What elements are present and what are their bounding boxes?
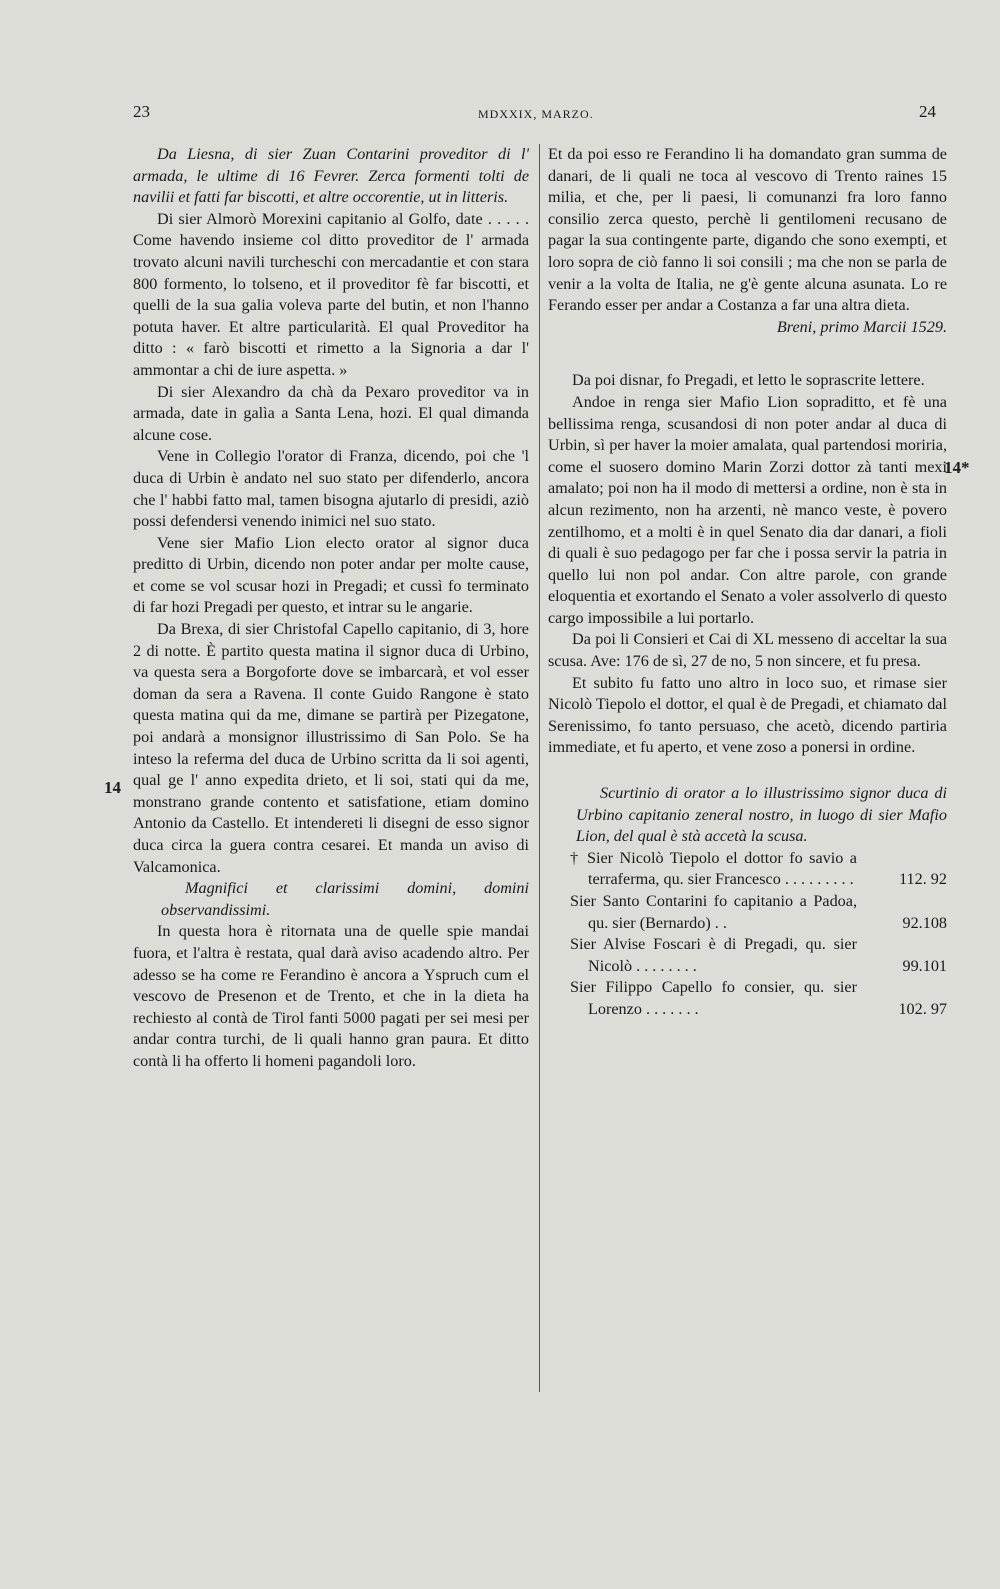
paragraph: Et da poi esso re Ferandino li ha domandato gran summa de danari, de li quali ne toca al vescovo di Trento raines 15 milia, et che, per li paesi, li comunanzi fra loro fanno consilio zerca questo, perchè li gentilomeni recusano de pagar la sua contingente parte, digando che sono exempti, et loro sopra de ciò fanno li soi consili ; ma che non se parla de venir a la volta de Italia, ne g'è gente alcuna asunata. Lo re Ferando esser per andar a Costanza a far una altra dieta.: [548, 145, 947, 315]
vote-row: [548, 977, 947, 1020]
candidate-name: † Sier Nicolò Tiepolo el dottor fo savio a terraferma, qu. sier Francesco . . . . . . . . .: [570, 848, 857, 889]
margin-note-right: 14*: [944, 458, 970, 477]
vote-row: [548, 934, 947, 977]
vote-list: [548, 848, 947, 1021]
paragraph: Da Brexa, di sier Christofal Capello capitanio, di 3, hore 2 di notte. È partito questa matina il signor duca di Urbino, va questa sera a Borgoforte dove se imbarcarà, et vol esser doman da sera a Ravena. Il conte Guido Rangone è stato questa matina qui da me, dimane se partirà per Pizegatone, poi andarà a monsignor illustrissimo di San Polo. Se ha inteso la referma del duca de Urbino scritta da li soi agenti, qual ge l' anno expedita drieto, et li soi, stati qui da me, monstrano grande contento et satisfatione, etiam domino Antonio da Castello. Et intendereti li disegni de esso signor duca circa la guera contra cesarei. Et manda un aviso di Valcamonica.: [133, 620, 529, 876]
vote-count: 102. 97: [898, 999, 947, 1018]
candidate-name: Sier Filippo Capello fo consier, qu. sier Lorenzo . . . . . . .: [570, 978, 857, 1018]
running-header: MDXXIX, MARZO.: [478, 107, 594, 121]
page-number-left: 23: [133, 102, 150, 121]
paragraph: Andoe in renga sier Mafio Lion sopraditto, et fè una bellissima renga, scusandosi di non poter andar al duca di Urbin, sì per haver la moier amalata, qual partendosi moriria, come el suosero domino Marin Zorzi dottor zà tanti mexi amalato; poi non ha il modo di mettersi a ordine, non è sta in alcun rezimento, non ha arzenti, nè manco veste, è povero zentilhomo, et a molti è in quel Senato dia dar danari, a fioli di quali è suo pedagogo per far che i possa servir la patria in quello lui non pol andar. Con altre parole, con grande eloquentia et exortando el Senato a voler assolverlo di questo cargo impossibile a lui portarlo.: [548, 392, 947, 627]
page-number-right: 24: [919, 102, 936, 121]
vote-row: [548, 848, 947, 891]
vote-count: 112. 92: [899, 870, 947, 889]
paragraph: Da poi li Consieri et Cai di XL messeno di acceltar la sua scusa. Ave: 176 de sì, 27 de no, 5 non sincere, et fu presa.: [548, 630, 947, 671]
section-heading: Scurtinio di orator a lo illustrissimo signor duca di Urbino capitanio zeneral nostro, in luogo di sier Mafio Lion, del qual è stà accetà la scusa.: [576, 784, 947, 846]
paragraph: Et subito fu fatto uno altro in loco suo, et rimase sier Nicolò Tiepolo el dottor, el qual è de Pregadi, et chiamato dal Serenissimo, fo tanto persuaso, che acetò, dicendo partiria immediate, et fu aperto, et vene zoso a ponersi in ordine.: [548, 673, 947, 757]
paragraph: Da Liesna, di sier Zuan Contarini proveditor di l' armada, le ultime di 16 Fevrer. Zerca formenti tolti de navilii et fatti far biscotti, et altre occorentie, ut in litteris.: [133, 145, 529, 207]
paragraph: Da poi disnar, fo Pregadi, et letto le soprascrite lettere.: [572, 371, 925, 390]
column-divider: [539, 144, 540, 1392]
candidate-name: Sier Alvise Foscari è di Pregadi, qu. sier Nicolò . . . . . . . .: [570, 935, 857, 975]
paragraph: Di sier Almorò Morexini capitanio al Golfo, date . . . . . Come havendo insieme col ditto proveditor de l' armada trovato alcuni navili turcheschi con mercadantie et con stara 800 formento, lo tolseno, et il proveditor fè far biscotti, et quelli de la sua galia voleva parte del butin, et non l'hanno potuta haver. Et altre particularità. El qual Proveditor ha ditto : « farò biscotti et rimetto a la Signoria a dar l' ammontar a chi de iure aspetta. »: [133, 209, 529, 379]
letter-signature: Breni, primo Marcii 1529.: [776, 317, 947, 336]
letter-salutation: Magnifici et clarissimi domini, domini observandissimi.: [161, 879, 529, 919]
margin-note-left: 14: [104, 778, 121, 797]
candidate-name: Sier Santo Contarini fo capitanio a Padoa, qu. sier (Bernardo) . .: [570, 892, 857, 932]
paragraph: In questa hora è ritornata una de quelle spie mandai fuora, et l'altra è restata, qual darà aviso acadendo altro. Per adesso se ha come re Ferandino è ancora a Yspruch cum el vescovo de Presenon et de Trento, et che in la dieta ha rechiesto al contà de Tirol fanti 5000 pagati per sei mesi per andar contra turchi, de li quali hanno gran paura. Et ditto contà li ha offerto li homeni pagandoli loro.: [133, 922, 529, 1070]
paragraph: Vene in Collegio l'orator di Franza, dicendo, poi che 'l duca di Urbin è andato nel suo stato per difenderlo, ancora che l' habbi fatto mal, tamen bisogna ajutarlo di presidi, aziò possi defendersi venendo inimici nel suo stato.: [133, 447, 529, 531]
right-column: [548, 144, 947, 1021]
vote-count: 92.108: [902, 913, 947, 932]
paragraph: Di sier Alexandro da chà da Pexaro proveditor va in armada, date in galìa a Santa Lena, hozi. El qual dimanda alcune cose.: [133, 382, 529, 444]
vote-row: [548, 891, 947, 934]
vote-count: 99.101: [902, 956, 947, 975]
left-column: [133, 144, 529, 1073]
paragraph: Vene sier Mafio Lion electo orator al signor duca preditto di Urbin, dicendo non poter andar per molte cause, et come se vol scusar hozi in Pregadi; et cussì fo terminato di far hozi Pregadi per questo, et intrar su le angarie.: [133, 533, 529, 617]
